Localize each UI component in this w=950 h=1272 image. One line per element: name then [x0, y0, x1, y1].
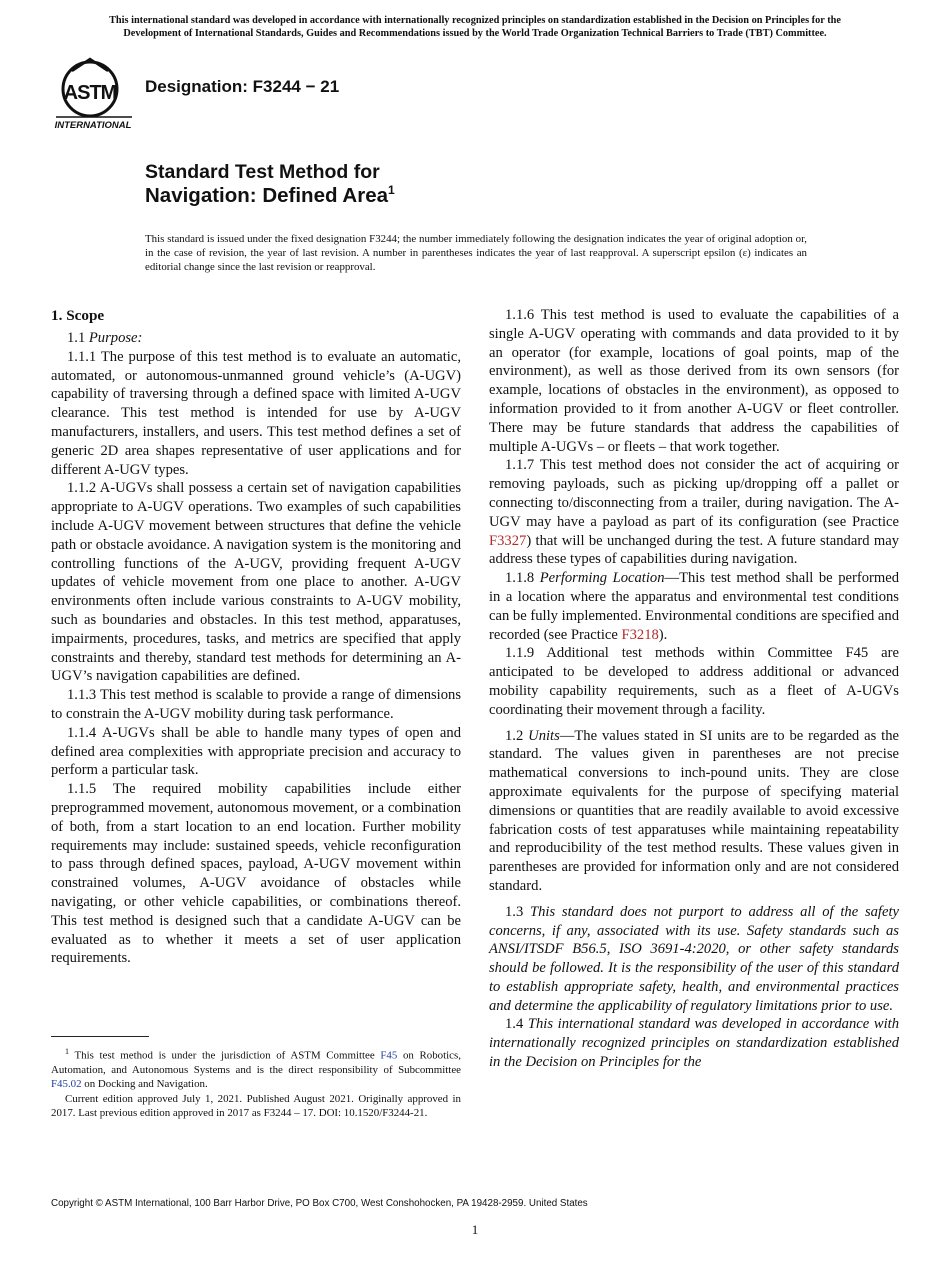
page-number: 1 — [471, 1222, 479, 1237]
link-f3327[interactable]: F3327 — [489, 532, 527, 549]
footnote-approval: Current edition approved July 1, 2021. Published August 2021. Originally approved in 2017. Last previous edition approved in 2017 as F3244 – 17. DOI: 10.1520/F3244-21. — [51, 1092, 461, 1119]
para-1-1-5: 1.1.5 The required mobility capabilities include either preprogrammed movement, autonomous movement, or a combination of both, from a start location to an end location. Further mobility requirements may include: sustained speeds, vehicle reconfiguration to pass through defined spaces, payload, A-UGV movement within constrained volumes, A-UGV avoidance of obstacles while navigating, or other vehicle capabilities, or combinations thereof. This test method is designed such that a candidate A-UGV can be evaluated as to whether it meets a set of user application requirements. — [51, 781, 461, 967]
title-line1: Standard Test Method for — [145, 161, 380, 183]
para-1-1-6: 1.1.6 This test method is used to evaluate the capabilities of a single A-UGV operating with commands and data provided to it by an operator (for example, locations of goal points, map of the environment), as well as those derived from its own sensors (for example, locations of obstacles in the environment), as opposed to information provided to it from another A-UGV or fleet controller. There may be future standards that address the capabilities of multiple A-UGVs – or fleets – that work together. — [489, 307, 899, 455]
tbt-notice-line1: This international standard was developed in accordance with internationally recognized principles on standardization established in the Decision on Principles for the — [109, 15, 841, 26]
footnote-divider — [51, 1036, 149, 1037]
tbt-notice-line2: Development of International Standards, Guides and Recommendations issued by the World Trade Organization Technical Barriers to Trade (TBT) Committee. — [123, 27, 827, 39]
link-f45-02[interactable]: F45.02 — [51, 1078, 82, 1091]
document-title — [145, 160, 395, 208]
para-1-1: 1.1 Purpose: — [67, 330, 143, 346]
tbt-notice — [50, 15, 900, 40]
para-1-1-7: 1.1.7 This test method does not consider the act of acquiring or removing payloads, such as picking up/dropping off a pallet or connecting to/disconnecting from a trailer, during navigation. The A-UGV may have a payload as part of its configuration (see Practice F3327) that will be unchanged during the test. A future standard may address these types of capabilities during navigation. — [489, 457, 899, 568]
para-1-1-9: 1.1.9 Additional test methods within Committee F45 are anticipated to be developed to address additional or advanced mobility capability requirements, such as a fleet of A-UGVs coordinating their movement through a facility. — [489, 645, 899, 718]
copyright: Copyright © ASTM International, 100 Barr Harbor Drive, PO Box C700, West Conshohocken, PA 19428-2959. United States — [51, 1198, 588, 1209]
left-column — [51, 306, 461, 968]
designation: Designation: F3244 − 21 — [145, 77, 340, 96]
astm-logo — [52, 57, 134, 133]
title-line2: Navigation: Defined Area — [145, 184, 389, 207]
para-1-1-8: 1.1.8 Performing Location—This test method shall be performed in a location where the apparatus and environmental test conditions can be fully implemented. Environmental conditions are specified and recorded (see Practice F3218). — [489, 570, 899, 643]
title-footnote-ref[interactable]: 1 — [388, 183, 395, 198]
issued-note: This standard is issued under the fixed designation F3244; the number immediately following the designation indicates the year of original adoption or, in the case of revision, the year of last revision. A number in parentheses indicates the year of last reapproval. A superscript epsilon (ε) indicates an editorial change since the last revision or reapproval. — [145, 233, 807, 274]
para-1-4: 1.4 This international standard was developed in accordance with internationally recognized principles on standardization established in the Decision on Principles for the — [489, 1016, 900, 1071]
para-1-1-3: 1.1.3 This test method is scalable to provide a range of dimensions to constrain the A-UGV mobility during task performance. — [51, 687, 461, 722]
footnote-jurisdiction: $^1$ This test method is under the jurisdiction of ASTM Committee F45 on Robotics, Automation, and Autonomous Systems and is the direct responsibility of Subcommittee F45.02 on Docking and Navigation. — [51, 1047, 461, 1091]
para-1-1-2: 1.1.2 A-UGVs shall possess a certain set of navigation capabilities appropriate to A-UGV operations. Two examples of such capabilities include A-UGV movement between structures that define the vehicle path or obstacle avoidance. A navigation system is the monitoring and controlling functions of the A-UGV, providing frequent A-UGV updates of vehicle movement from one place to another. A-UGV environments often include various constraints to A-UGV mobility, such as boundaries and obstacles. In this test method, apparatuses, impairments, procedures, tasks, and metrics are specified that apply constraints and thereby, standard test methods for determining an A-UGV’s navigation capabilities are defined. — [51, 480, 461, 685]
para-1-2: 1.2 Units—The values stated in SI units are to be regarded as the standard. The values given in parentheses are not precise mathematical conversions to inch-pound units. They are close approximate equivalents for the purpose of specifying material dimensions or quantities that are readily available to avoid excessive fabrication costs of test apparatuses while maintaining repeatability and reproducibility of the test method results. These values given in parentheses are provided for information only and are not considered standard. — [489, 727, 900, 894]
para-1-1-1: 1.1.1 The purpose of this test method is to evaluate an automatic, automated, or autonomous-unmanned ground vehicle’s (A-UGV) capability of traversing through a defined space with limited A-UGV clearance. This test method is intended for use by A-UGV manufacturers, installers, and users. This test method defines a set of generic 2D area shapes representative of user applications and for different A-UGV types. — [51, 348, 461, 478]
astm-logo-text: ASTM — [63, 82, 117, 104]
para-1-1-4: 1.1.4 A-UGVs shall be able to handle many types of open and defined area complexities with appropriate precision and accuracy to perform a particular task. — [51, 724, 461, 779]
scope-heading: 1. Scope — [51, 307, 105, 324]
para-1-3: 1.3 This standard does not purport to address all of the safety concerns, if any, associated with its use. Safety standards such as ANSI/ITSDF B56.5, ISO 3691-4:2020, or other safety standards should be followed. It is the responsibility of the user of this standard to establish appropriate safety, health, and environmental practices and determine the applicability of regulatory limitations prior to use. — [489, 903, 899, 1014]
link-f45[interactable]: F45 — [380, 1049, 398, 1062]
link-f3218[interactable]: F3218 — [621, 626, 659, 643]
right-column — [489, 306, 899, 1072]
astm-logo-subtext: INTERNATIONAL — [54, 120, 132, 131]
footnote — [51, 1045, 461, 1120]
